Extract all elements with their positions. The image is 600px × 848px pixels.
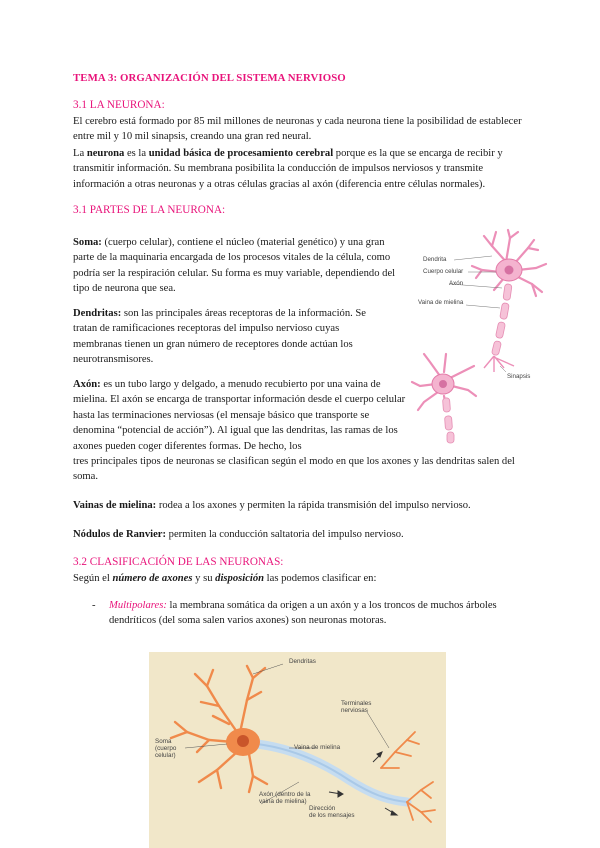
section-heading-clasificacion: 3.2 CLASIFICACIÓN DE LAS NEURONAS: — [73, 556, 284, 568]
fig2-label-soma-3: celular) — [155, 752, 176, 759]
paragraph-neurona: La neurona es la unidad básica de procesamiento cerebral porque es la que se encarga de recibir y transmitir información. Su membrana posibilita la conducción de impulsos nerviosos y transmite información a otras neuronas y a otras células gracias al axón (diferencia entre células normales). — [73, 148, 503, 190]
fig2-label-dendritas: Dendritas — [289, 658, 316, 665]
page-title: TEMA 3: ORGANIZACIÓN DEL SISTEMA NERVIOSO — [73, 72, 346, 84]
paragraph-dendritas: Dendritas: son las principales áreas receptoras de la información. Se tratan de ramificaciones receptoras del impulso nervioso cuyas membranas tienen un gran número de receptores donde actúan los neurotransmisores. — [73, 308, 367, 366]
fig1-label-dendrita: Dendrita — [423, 256, 447, 263]
bullet-multipolares-cont: dendríticos (del soma salen varios axones) son neuronas motoras. — [109, 615, 387, 626]
paragraph-soma: Soma: (cuerpo celular), contiene el núcleo (material genético) y una gran parte de la maquinaria encargada de los procesos vitales de la célula, como podría ser la respiración celular. Su forma es muy variable, dependiendo del tipo de neurona que sea. — [73, 237, 396, 295]
fig2-label-soma-1: Soma — [155, 738, 172, 745]
fig1-label-vaina: Vaina de mielina — [418, 299, 464, 306]
fig1-label-sinapsis: Sinapsis — [507, 373, 531, 380]
paragraph-vainas: Vainas de mielina: rodea a los axones y permiten la rápida transmisión del impulso nervioso. — [73, 500, 471, 511]
fig2-label-axon-1: Axón (dentro de la — [259, 791, 311, 798]
multipolar-neuron-figure — [149, 652, 446, 848]
paragraph-clasificacion: Según el número de axones y su disposición las podemos clasificar en: — [73, 573, 377, 584]
fig2-label-terminales-2: nerviosas — [341, 707, 368, 714]
bullet-dash: - — [92, 600, 96, 611]
section-heading-partes: 3.1 PARTES DE LA NEURONA: — [73, 204, 226, 216]
fig1-label-axon: Axón — [449, 280, 464, 287]
fig2-label-soma-2: (cuerpo — [155, 745, 177, 752]
fig2-label-terminales-1: Terminales — [341, 700, 372, 707]
bullet-multipolares: Multipolares: la membrana somática da origen a un axón y a los troncos de muchos árboles — [109, 600, 497, 611]
fig1-label-cuerpo: Cuerpo celular — [423, 268, 464, 275]
fig2-label-vaina: Vaina de mielina — [294, 744, 341, 751]
fig2-label-dir-2: de los mensajes — [309, 812, 355, 819]
fig2-label-axon-2: vaina de mielina) — [259, 798, 307, 805]
paragraph-axon: Axón: es un tubo largo y delgado, a menudo recubierto por una vaina de mielina. El axón se encarga de transportar información desde el cuerpo celular hasta las terminaciones nerviosas (el mensaje básico que transporte se denomina “potencial de acción”). Al igual que las dendritas, las ramas de los axones pueden coger diferentes formas. De hecho, los — [73, 379, 406, 452]
paragraph-axon-cont: tres principales tipos de neuronas se clasifican según el modo en que los axones y las dendritas salen del soma. — [73, 456, 515, 483]
section-heading-neurona: 3.1 LA NEURONA: — [73, 99, 165, 111]
paragraph-nodulos: Nódulos de Ranvier: permiten la conducción saltatoria del impulso nervioso. — [73, 529, 404, 540]
fig2-label-dir-1: Dirección — [309, 805, 336, 812]
paragraph-cerebro: El cerebro está formado por 85 mil millones de neuronas y cada neurona tiene la posibilidad de establecer entre mil y 10 mil sinapsis, creando una gran red neural. — [73, 116, 522, 143]
